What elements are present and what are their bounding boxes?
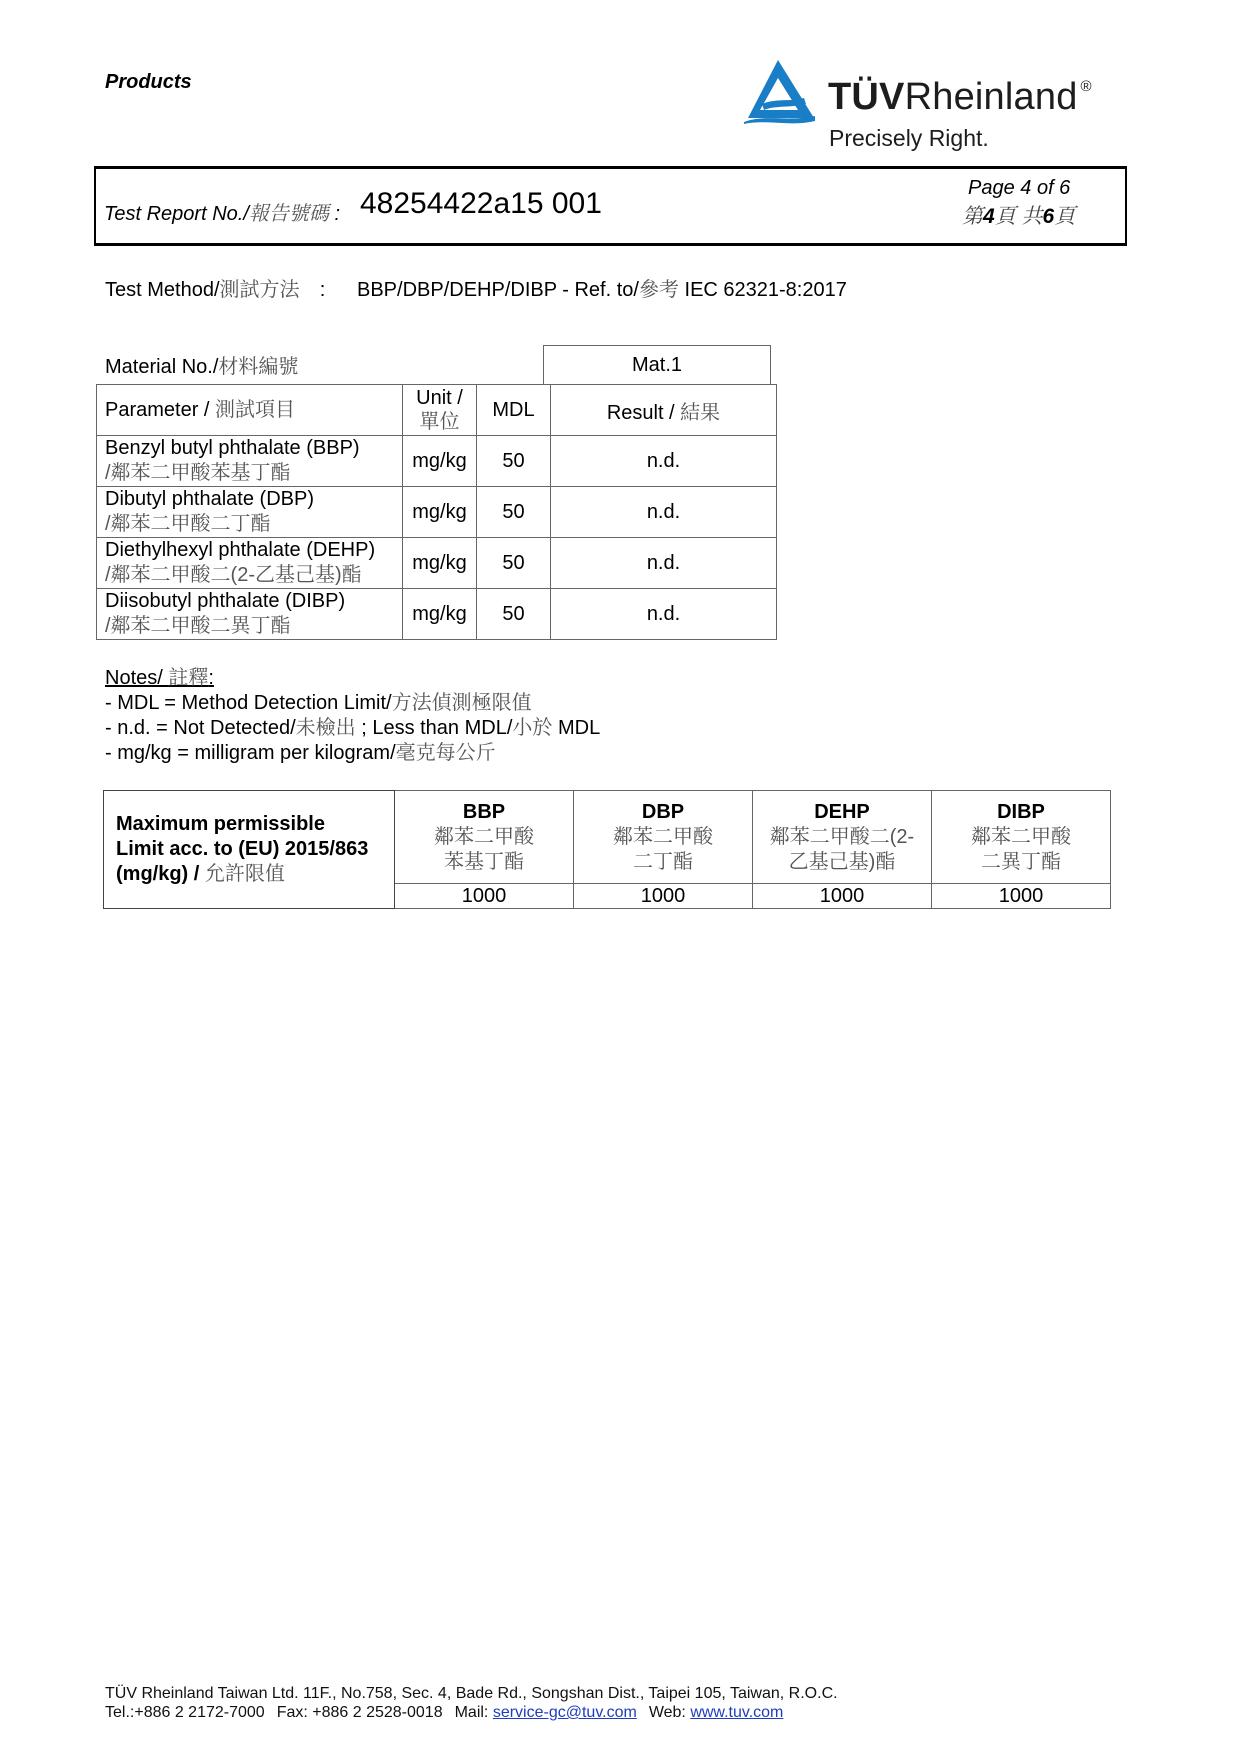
substance-name-zh: 二異丁酯: [981, 850, 1061, 873]
footer-fax: Fax: +886 2 2528-0018: [276, 1704, 443, 1721]
page-zh-mid: 頁 共: [994, 205, 1043, 228]
page-current: 4: [983, 205, 995, 228]
result-cell: n.d.: [551, 436, 777, 487]
limit-column-header: [574, 791, 753, 884]
substance-code: BBP: [462, 800, 506, 823]
material-label: [105, 350, 298, 379]
limit-column-header: [395, 791, 574, 884]
limit-table: [103, 790, 1111, 909]
substance-name-zh: 鄰苯二甲酸二(2-: [769, 825, 915, 848]
substance-code: DEHP: [814, 800, 870, 823]
test-method: [105, 273, 847, 302]
brand-tagline: Precisely Right.: [829, 125, 989, 151]
report-label-en: Test Report No./: [104, 203, 249, 225]
table-row: [97, 487, 777, 538]
header-result-zh: 結果: [680, 401, 721, 424]
header-result: [551, 385, 777, 436]
results-header-row: [97, 385, 777, 436]
limit-label-line2: Limit acc. to (EU) 2015/863: [116, 838, 369, 860]
substance-name-zh: 二丁酯: [633, 850, 693, 873]
parameter-cell: [97, 436, 403, 487]
registered-mark: ®: [1080, 78, 1092, 95]
test-method-value: [357, 273, 847, 302]
report-number: 48254422a15 001: [360, 187, 602, 220]
substance-name-zh: 苯基丁酯: [444, 850, 524, 873]
table-row: [97, 538, 777, 589]
tuv-logo-icon: [742, 58, 816, 124]
mdl-cell: 50: [477, 436, 551, 487]
report-label-zh: 報告號碼: [248, 203, 329, 225]
section-label: Products: [105, 71, 192, 93]
note-text-en: - n.d. = Not Detected/: [105, 717, 296, 739]
parameter-name-zh: /鄰苯二甲酸二異丁酯: [105, 615, 291, 637]
footer-mail-label: Mail:: [454, 1704, 493, 1721]
parameter-name-en: Benzyl butyl phthalate (BBP): [105, 437, 360, 459]
table-row: [97, 436, 777, 487]
substance-name-zh: 鄰苯二甲酸: [971, 825, 1071, 848]
test-method-value-en: BBP/DBP/DEHP/DIBP - Ref. to/: [357, 279, 639, 301]
header-parameter: [97, 385, 403, 436]
report-number-label: [104, 197, 340, 226]
parameter-name-zh: /鄰苯二甲酸二丁酯: [105, 513, 271, 535]
test-method-label-en: Test Method/: [105, 279, 220, 301]
note-item: [105, 691, 600, 716]
parameter-name-zh: /鄰苯二甲酸二(2-乙基己基)酯: [105, 564, 362, 586]
brand-regular: Rheinland: [904, 76, 1078, 118]
parameter-cell: [97, 589, 403, 640]
parameter-name-en: Diethylhexyl phthalate (DEHP): [105, 539, 376, 561]
unit-cell: mg/kg: [403, 487, 477, 538]
mdl-cell: 50: [477, 487, 551, 538]
notes-title-colon: :: [208, 667, 214, 689]
page-total: 6: [1042, 205, 1055, 228]
table-row: [97, 589, 777, 640]
unit-cell: mg/kg: [403, 538, 477, 589]
mdl-cell: 50: [477, 538, 551, 589]
substance-name-zh: 鄰苯二甲酸: [434, 825, 534, 848]
limit-value-cell: 1000: [574, 884, 753, 909]
limit-value-cell: 1000: [932, 884, 1111, 909]
mdl-cell: 50: [477, 589, 551, 640]
unit-cell: mg/kg: [403, 589, 477, 640]
footer-mail-link[interactable]: service-gc@tuv.com: [492, 1704, 637, 1721]
header-unit: [403, 385, 477, 436]
header-parameter-zh: 測試項目: [215, 398, 296, 421]
results-table: [96, 384, 777, 640]
limit-value-cell: 1000: [753, 884, 932, 909]
note-text-tail2: MDL: [552, 717, 601, 739]
note-item: [105, 716, 600, 741]
substance-code: DBP: [641, 800, 685, 823]
note-text-zh2: 小於: [512, 717, 553, 739]
notes-title-en: Notes/: [105, 667, 169, 689]
parameter-cell: [97, 487, 403, 538]
note-text-tail: ; Less than MDL/: [355, 717, 513, 739]
footer-address: TÜV Rheinland Taiwan Ltd. 11F., No.758, Sec. 4, Bade Rd., Songshan Dist., Taipei 105, Taiwan, R.O.C.: [105, 1685, 838, 1702]
test-method-standard: IEC 62321-8:2017: [678, 279, 847, 301]
notes-title: [105, 666, 600, 691]
note-text-zh: 毫克每公斤: [395, 742, 496, 764]
note-text-en: - MDL = Method Detection Limit/: [105, 692, 392, 714]
result-cell: n.d.: [551, 538, 777, 589]
limit-label-line3-zh: 允許限值: [204, 863, 285, 885]
note-text-zh: 未檢出: [295, 717, 356, 739]
header-mdl: MDL: [477, 385, 551, 436]
footer-web-label: Web:: [648, 1704, 691, 1721]
footer-web-link[interactable]: www.tuv.com: [690, 1704, 784, 1721]
parameter-name-zh: /鄰苯二甲酸苯基丁酯: [105, 462, 291, 484]
brand-name: [828, 76, 1092, 119]
note-text-zh: 方法偵測極限值: [391, 692, 532, 714]
test-method-separator: :: [319, 279, 326, 301]
report-label-colon: :: [328, 203, 341, 225]
limit-column-header: [753, 791, 932, 884]
limit-label-cell: [104, 791, 395, 909]
limit-label-line1: Maximum permissible: [116, 813, 325, 835]
substance-name-zh: 鄰苯二甲酸: [613, 825, 713, 848]
test-method-label-zh: 測試方法: [219, 279, 300, 301]
footer-tel: Tel.:+886 2 2172-7000: [105, 1704, 265, 1721]
result-cell: n.d.: [551, 487, 777, 538]
page-zh-prefix: 第: [962, 205, 983, 228]
limit-value-cell: 1000: [395, 884, 574, 909]
material-id-cell: Mat.1: [543, 345, 771, 384]
parameter-name-en: Dibutyl phthalate (DBP): [105, 488, 314, 510]
brand-bold: TÜV: [828, 76, 905, 118]
substance-code: DIBP: [997, 800, 1045, 823]
limit-label-line3: [116, 862, 394, 887]
material-label-en: Material No./: [105, 356, 219, 378]
unit-cell: mg/kg: [403, 436, 477, 487]
note-text-en: - mg/kg = milligram per kilogram/: [105, 742, 396, 764]
limit-header-row: [104, 791, 1111, 884]
notes-title-zh: 註釋: [168, 667, 209, 689]
header-parameter-en: Parameter /: [105, 398, 216, 421]
header-result-en: Result /: [606, 401, 681, 424]
limit-column-header: [932, 791, 1111, 884]
header-unit-en: Unit /: [416, 387, 463, 409]
header-unit-zh: 單位: [419, 411, 460, 433]
parameter-name-en: Diisobutyl phthalate (DIBP): [105, 590, 346, 612]
footer: [105, 1684, 838, 1722]
substance-name-zh: 乙基己基)酯: [788, 850, 896, 873]
page-indicator-en: Page 4 of 6: [968, 177, 1071, 199]
test-method-value-zh: 參考: [638, 279, 679, 301]
notes: [105, 666, 600, 766]
note-item: [105, 741, 600, 766]
footer-contact: [105, 1703, 838, 1722]
limit-label-line3-en: (mg/kg) /: [116, 863, 205, 885]
material-label-zh: 材料編號: [218, 356, 299, 378]
page-zh-suffix: 頁: [1054, 205, 1076, 228]
page-indicator-zh: [962, 200, 1075, 230]
result-cell: n.d.: [551, 589, 777, 640]
parameter-cell: [97, 538, 403, 589]
